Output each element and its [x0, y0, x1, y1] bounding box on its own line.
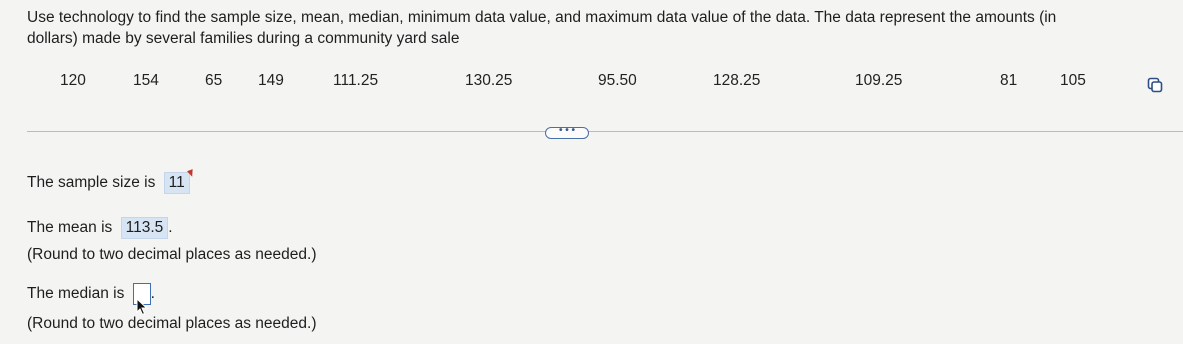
median-prefix: The median is [27, 285, 125, 303]
data-values-row [0, 72, 1183, 96]
mean-prefix: The mean is [27, 219, 113, 236]
data-value: 120 [60, 72, 86, 89]
mean-value: 113.5 [125, 219, 164, 236]
section-divider [27, 131, 1183, 132]
mean-suffix: . [168, 219, 173, 236]
data-value: 128.25 [713, 72, 761, 89]
question-line-2: dollars) made by several families during a community yard sale [27, 30, 460, 47]
data-value: 65 [205, 72, 223, 89]
sample-size-value: 11 [168, 174, 185, 191]
data-value: 109.25 [855, 72, 903, 89]
data-value: 81 [1000, 72, 1018, 89]
sample-size-prefix: The sample size is [27, 174, 156, 191]
data-value: 154 [133, 72, 159, 89]
median-note: (Round to two decimal places as needed.) [27, 315, 317, 332]
data-value: 130.25 [465, 72, 513, 89]
expand-button-label: • • • [558, 125, 576, 136]
mean-line [27, 217, 173, 239]
sample-size-answer[interactable] [164, 172, 190, 194]
expand-button[interactable] [545, 127, 589, 139]
flag-icon [187, 169, 195, 178]
mouse-pointer-icon [136, 298, 148, 321]
data-value: 111.25 [333, 72, 379, 89]
mean-note: (Round to two decimal places as needed.) [27, 246, 317, 263]
question-text [27, 7, 1172, 49]
data-value: 95.50 [598, 72, 637, 89]
sample-size-line [27, 172, 190, 194]
question-line-1: Use technology to find the sample size, mean, median, minimum data value, and maximum data value of the data. The data represent the amounts (in [27, 9, 1057, 26]
median-suffix: . [150, 285, 155, 303]
data-value: 149 [258, 72, 284, 89]
mean-answer[interactable] [121, 217, 169, 239]
copy-icon[interactable] [1147, 77, 1163, 93]
data-value: 105 [1060, 72, 1086, 89]
